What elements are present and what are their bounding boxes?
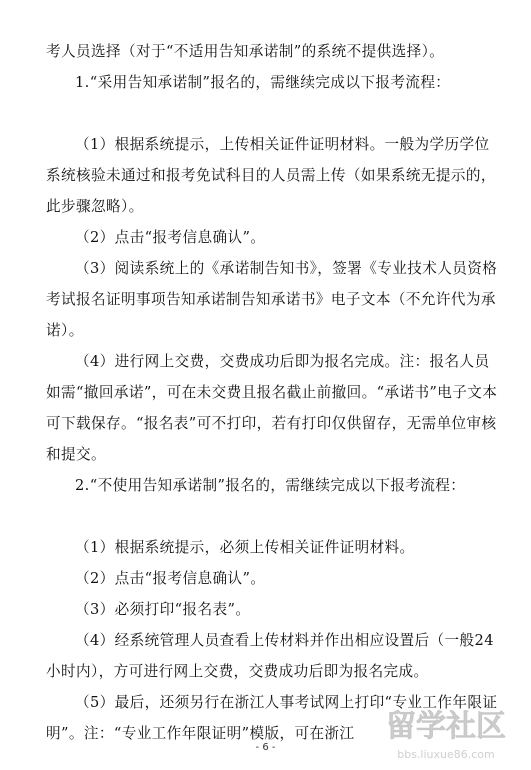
- paragraph-step-1-3: （3）阅读系统上的《承诺制告知书》，签署《专业技术人员资格考试报名证明事项告知承诺制告知承诺书》电子文本（不允许代为承诺）。: [46, 260, 498, 339]
- paragraph-step-2-1: （1）根据系统提示，必须上传相关证件证明材料。: [75, 539, 415, 556]
- paragraph-step-1-1: （1）根据系统提示，上传相关证件证明材料。一般为学历学位系统核验未通过和报考免试科目的人员需上传（如果系统无提示的，此步骤忽略）。: [46, 136, 496, 215]
- paragraph-section-2-heading: 2.“不使用告知承诺制”报名的，需继续完成以下报考流程：: [75, 477, 466, 494]
- page-number: - 6 -: [255, 742, 276, 753]
- paragraph-intro-continuation: 考人员选择（对于“不适用告知承诺制”的系统不提供选择）。: [46, 43, 445, 60]
- paragraph-step-1-4: （4）进行网上交费，交费成功后即为报名完成。注：报名人员如需“撤回承诺”，可在未交费且报名截止前撤回。“承诺书”电子文本可下载保存。“报名表”可不打印，若有打印仅供留存，无需单位审核和提交。: [46, 353, 498, 463]
- paragraph-step-1-2: （2）点击“报考信息确认”。: [75, 229, 266, 246]
- paragraph-step-2-3: （3）必须打印“报名表”。: [75, 601, 251, 618]
- paragraph-step-2-2: （2）点击“报考信息确认”。: [75, 570, 266, 587]
- paragraph-section-1-heading: 1.“采用告知承诺制”报名的，需继续完成以下报考流程：: [75, 74, 451, 91]
- paragraph-step-2-4: （4）经系统管理人员查看上传材料并作出相应设置后（一般24小时内），方可进行网上交费，交费成功后即为报名完成。: [46, 632, 494, 680]
- watermark-logo: [371, 700, 521, 764]
- watermark-logo-text: 留学社区: [386, 709, 506, 744]
- watermark-url-text: bbs.liuxue86.com: [397, 748, 495, 761]
- paragraph-step-2-5: （5）最后，还须另行在浙江人事考试网上打印“专业工作年限证明”。注：“专业工作年限证明”模版，可在浙江: [46, 694, 498, 742]
